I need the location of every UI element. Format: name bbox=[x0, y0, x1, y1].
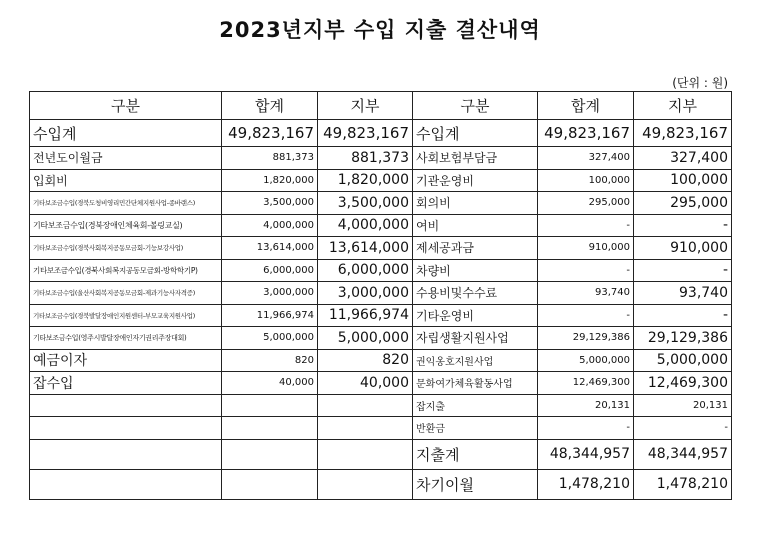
cell-income-total bbox=[222, 417, 318, 440]
cell-income-branch: 11,966,974 bbox=[318, 304, 413, 327]
cell-expense-total: - bbox=[538, 304, 634, 327]
cell-expense-category: 수용비및수수료 bbox=[413, 282, 538, 305]
cell-expense-total: 5,000,000 bbox=[538, 349, 634, 372]
cell-expense-total: 910,000 bbox=[538, 237, 634, 260]
cell-income-category: 기타보조금수입(경북발달장애인지원센터-부모교육지원사업) bbox=[30, 304, 222, 327]
table-row bbox=[30, 147, 732, 170]
cell-expense-branch: 1,478,210 bbox=[634, 469, 732, 499]
unit-note: (단위 : 원) bbox=[672, 76, 728, 90]
cell-income-total: 13,614,000 bbox=[222, 237, 318, 260]
cell-expense-branch: 49,823,167 bbox=[634, 120, 732, 147]
cell-income-total: 881,373 bbox=[222, 147, 318, 170]
cell-expense-branch: 910,000 bbox=[634, 237, 732, 260]
table-row bbox=[30, 304, 732, 327]
cell-expense-category: 권익옹호지원사업 bbox=[413, 349, 538, 372]
cell-income-branch: 5,000,000 bbox=[318, 327, 413, 350]
header-expense-total: 합계 bbox=[538, 92, 634, 120]
table-row bbox=[30, 439, 732, 469]
cell-income-branch: 1,820,000 bbox=[318, 169, 413, 192]
table-row bbox=[30, 349, 732, 372]
cell-expense-category: 자립생활지원사업 bbox=[413, 327, 538, 350]
table-row bbox=[30, 120, 732, 147]
cell-income-category: 기타보조금수입(울산사회복지공동모금회-제과기능사자격증) bbox=[30, 282, 222, 305]
cell-expense-total: 49,823,167 bbox=[538, 120, 634, 147]
table-row bbox=[30, 259, 732, 282]
cell-expense-category: 기타운영비 bbox=[413, 304, 538, 327]
cell-expense-total: 295,000 bbox=[538, 192, 634, 215]
cell-expense-category: 제세공과금 bbox=[413, 237, 538, 260]
cell-income-total bbox=[222, 394, 318, 417]
cell-expense-branch: 20,131 bbox=[634, 394, 732, 417]
cell-income-total: 3,000,000 bbox=[222, 282, 318, 305]
header-income-branch: 지부 bbox=[318, 92, 413, 120]
cell-income-category: 기타보조금수입(경북사회복지공동모금회-방학학기P) bbox=[30, 259, 222, 282]
cell-income-total: 6,000,000 bbox=[222, 259, 318, 282]
cell-expense-branch: - bbox=[634, 304, 732, 327]
cell-income-category: 기타보조금수입(영주시발달장애인자기권리주장대회) bbox=[30, 327, 222, 350]
cell-income-branch bbox=[318, 394, 413, 417]
cell-income-branch: 4,000,000 bbox=[318, 214, 413, 237]
cell-income-branch: 820 bbox=[318, 349, 413, 372]
cell-expense-category: 차기이월 bbox=[413, 469, 538, 499]
cell-expense-total: - bbox=[538, 259, 634, 282]
cell-expense-total: 1,478,210 bbox=[538, 469, 634, 499]
cell-income-total: 11,966,974 bbox=[222, 304, 318, 327]
table-row bbox=[30, 169, 732, 192]
cell-expense-total: 48,344,957 bbox=[538, 439, 634, 469]
cell-income-category bbox=[30, 394, 222, 417]
cell-expense-branch: 5,000,000 bbox=[634, 349, 732, 372]
cell-expense-branch: 48,344,957 bbox=[634, 439, 732, 469]
cell-income-branch: 6,000,000 bbox=[318, 259, 413, 282]
cell-expense-total: - bbox=[538, 417, 634, 440]
cell-income-total: 4,000,000 bbox=[222, 214, 318, 237]
cell-expense-branch: 295,000 bbox=[634, 192, 732, 215]
cell-income-category: 잡수입 bbox=[30, 372, 222, 395]
cell-income-category bbox=[30, 469, 222, 499]
cell-income-total: 3,500,000 bbox=[222, 192, 318, 215]
table-row bbox=[30, 214, 732, 237]
cell-income-total: 5,000,000 bbox=[222, 327, 318, 350]
cell-income-branch bbox=[318, 439, 413, 469]
cell-expense-category: 회의비 bbox=[413, 192, 538, 215]
header-row bbox=[30, 92, 732, 120]
cell-expense-branch: 327,400 bbox=[634, 147, 732, 170]
cell-expense-total: 100,000 bbox=[538, 169, 634, 192]
header-expense-branch: 지부 bbox=[634, 92, 732, 120]
cell-income-total: 40,000 bbox=[222, 372, 318, 395]
cell-income-branch: 3,000,000 bbox=[318, 282, 413, 305]
cell-income-total: 1,820,000 bbox=[222, 169, 318, 192]
table-row bbox=[30, 192, 732, 215]
cell-expense-branch: 12,469,300 bbox=[634, 372, 732, 395]
cell-income-total bbox=[222, 469, 318, 499]
cell-income-category: 입회비 bbox=[30, 169, 222, 192]
cell-expense-category: 기관운영비 bbox=[413, 169, 538, 192]
cell-expense-branch: - bbox=[634, 417, 732, 440]
cell-expense-category: 차량비 bbox=[413, 259, 538, 282]
cell-income-total: 820 bbox=[222, 349, 318, 372]
cell-income-branch: 3,500,000 bbox=[318, 192, 413, 215]
cell-income-category: 기타보조금수입(경북사회복지공동모금회-기능보강사업) bbox=[30, 237, 222, 260]
cell-expense-branch: 93,740 bbox=[634, 282, 732, 305]
table-row bbox=[30, 282, 732, 305]
cell-income-category: 기타보조금수입(경북장애인체육회-볼링교실) bbox=[30, 214, 222, 237]
cell-expense-total: 20,131 bbox=[538, 394, 634, 417]
cell-expense-category: 반환금 bbox=[413, 417, 538, 440]
cell-income-category bbox=[30, 439, 222, 469]
cell-income-category: 전년도이월금 bbox=[30, 147, 222, 170]
table-row bbox=[30, 469, 732, 499]
document-title: 2023년지부 수입 지출 결산내역 bbox=[219, 18, 541, 42]
cell-expense-total: 29,129,386 bbox=[538, 327, 634, 350]
cell-expense-category: 문화여가체육활동사업 bbox=[413, 372, 538, 395]
table-row bbox=[30, 417, 732, 440]
cell-income-total: 49,823,167 bbox=[222, 120, 318, 147]
cell-expense-total: 93,740 bbox=[538, 282, 634, 305]
cell-income-total bbox=[222, 439, 318, 469]
table-row bbox=[30, 394, 732, 417]
cell-income-category bbox=[30, 417, 222, 440]
header-expense-category: 구분 bbox=[413, 92, 538, 120]
cell-income-branch: 40,000 bbox=[318, 372, 413, 395]
cell-income-branch: 13,614,000 bbox=[318, 237, 413, 260]
cell-expense-category: 수입계 bbox=[413, 120, 538, 147]
header-income-category: 구분 bbox=[30, 92, 222, 120]
cell-income-category: 기타보조금수입(경북도청비영리민간단체지원사업-종바랜스) bbox=[30, 192, 222, 215]
cell-expense-branch: - bbox=[634, 259, 732, 282]
table-row bbox=[30, 237, 732, 260]
cell-income-category: 수입계 bbox=[30, 120, 222, 147]
cell-expense-category: 사회보험부담금 bbox=[413, 147, 538, 170]
cell-income-branch bbox=[318, 469, 413, 499]
cell-income-branch: 49,823,167 bbox=[318, 120, 413, 147]
cell-income-branch bbox=[318, 417, 413, 440]
cell-expense-total: 327,400 bbox=[538, 147, 634, 170]
settlement-table bbox=[29, 91, 732, 500]
cell-expense-branch: 29,129,386 bbox=[634, 327, 732, 350]
cell-expense-category: 잡지출 bbox=[413, 394, 538, 417]
header-income-total: 합계 bbox=[222, 92, 318, 120]
cell-expense-category: 지출계 bbox=[413, 439, 538, 469]
cell-expense-branch: 100,000 bbox=[634, 169, 732, 192]
cell-expense-total: - bbox=[538, 214, 634, 237]
table-row bbox=[30, 327, 732, 350]
cell-income-category: 예금이자 bbox=[30, 349, 222, 372]
cell-income-branch: 881,373 bbox=[318, 147, 413, 170]
table-row bbox=[30, 372, 732, 395]
cell-expense-branch: - bbox=[634, 214, 732, 237]
cell-expense-category: 여비 bbox=[413, 214, 538, 237]
cell-expense-total: 12,469,300 bbox=[538, 372, 634, 395]
